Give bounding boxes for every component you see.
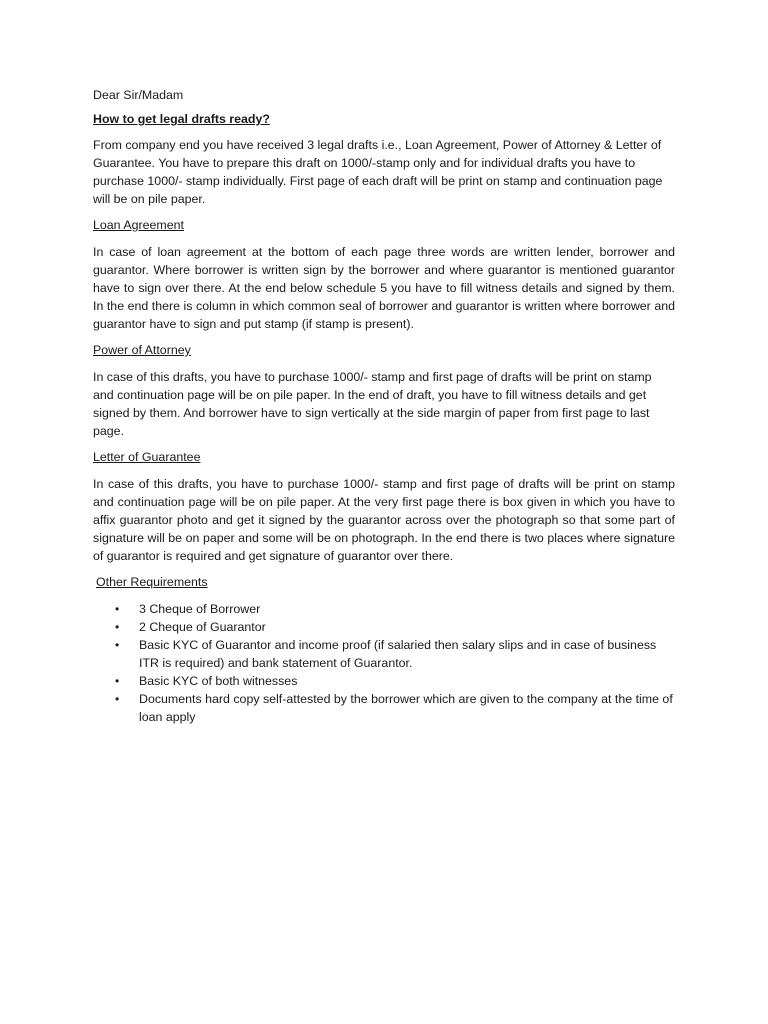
- section-heading: Letter of Guarantee: [93, 450, 201, 464]
- bullet-icon: •: [115, 638, 120, 652]
- list-item: [93, 672, 675, 690]
- list-item: [93, 618, 675, 636]
- bullet-icon: •: [115, 674, 120, 688]
- greeting: Dear Sir/Madam: [93, 88, 184, 102]
- section-body: In case of this drafts, you have to purchase 1000/- stamp and first page of drafts will be print on stamp and continuation page will be on pile paper. In the end of draft, you have to fill witness details and get signed by them. And borrower have to sign vertically at the side margin of paper from first page to last page.: [93, 370, 652, 438]
- section-heading: Power of Attorney: [93, 343, 191, 357]
- document-title: How to get legal drafts ready?: [93, 112, 270, 126]
- section-power-of-attorney: [93, 341, 675, 440]
- bullet-icon: •: [115, 692, 120, 706]
- section-letter-of-guarantee: [93, 448, 675, 565]
- list-item-text: 3 Cheque of Borrower: [139, 602, 261, 616]
- section-heading: Other Requirements: [96, 575, 208, 589]
- section-loan-agreement: [93, 216, 675, 333]
- list-item: [93, 600, 675, 618]
- list-item-text: Documents hard copy self-attested by the borrower which are given to the company at the time of loan apply: [139, 692, 673, 724]
- list-item: [93, 690, 675, 726]
- list-item: [93, 636, 675, 672]
- section-other-requirements: [93, 573, 675, 726]
- section-heading: Loan Agreement: [93, 218, 184, 232]
- section-body: In case of loan agreement at the bottom of each page three words are written lender, borrower and guarantor. Where borrower is written sign by the borrower and where guarantor is mentioned guarantor have to sign over there. At the end below schedule 5 you have to fill witness details and signed by them. In the end there is column in which common seal of borrower and guarantor is written where borrower and guarantor have to sign and put stamp (if stamp is present).: [93, 245, 675, 331]
- bullet-icon: •: [115, 602, 120, 616]
- requirements-list: [93, 600, 675, 726]
- intro-paragraph: From company end you have received 3 legal drafts i.e., Loan Agreement, Power of Attorney & Letter of Guarantee. You have to prepare this draft on 1000/-stamp only and for individual drafts you have to purchase 1000/- stamp individually. First page of each draft will be print on stamp and continuation page will be on pile paper.: [93, 138, 663, 206]
- list-item-text: Basic KYC of both witnesses: [139, 674, 298, 688]
- letter-body: [93, 86, 675, 726]
- list-item-text: 2 Cheque of Guarantor: [139, 620, 266, 634]
- bullet-icon: •: [115, 620, 120, 634]
- list-item-text: Basic KYC of Guarantor and income proof (if salaried then salary slips and in case of business ITR is required) and bank statement of Guarantor.: [139, 638, 657, 670]
- section-body: In case of this drafts, you have to purchase 1000/- stamp and first page of drafts will be print on stamp and continuation page will be on pile paper. At the very first page there is box given in which you have to affix guarantor photo and get it signed by the guarantor across over the photograph so that some part of signature will be on paper and some will be on photograph. In the end there is two places where signature of guarantor is required and get signature of guarantor over there.: [93, 477, 675, 563]
